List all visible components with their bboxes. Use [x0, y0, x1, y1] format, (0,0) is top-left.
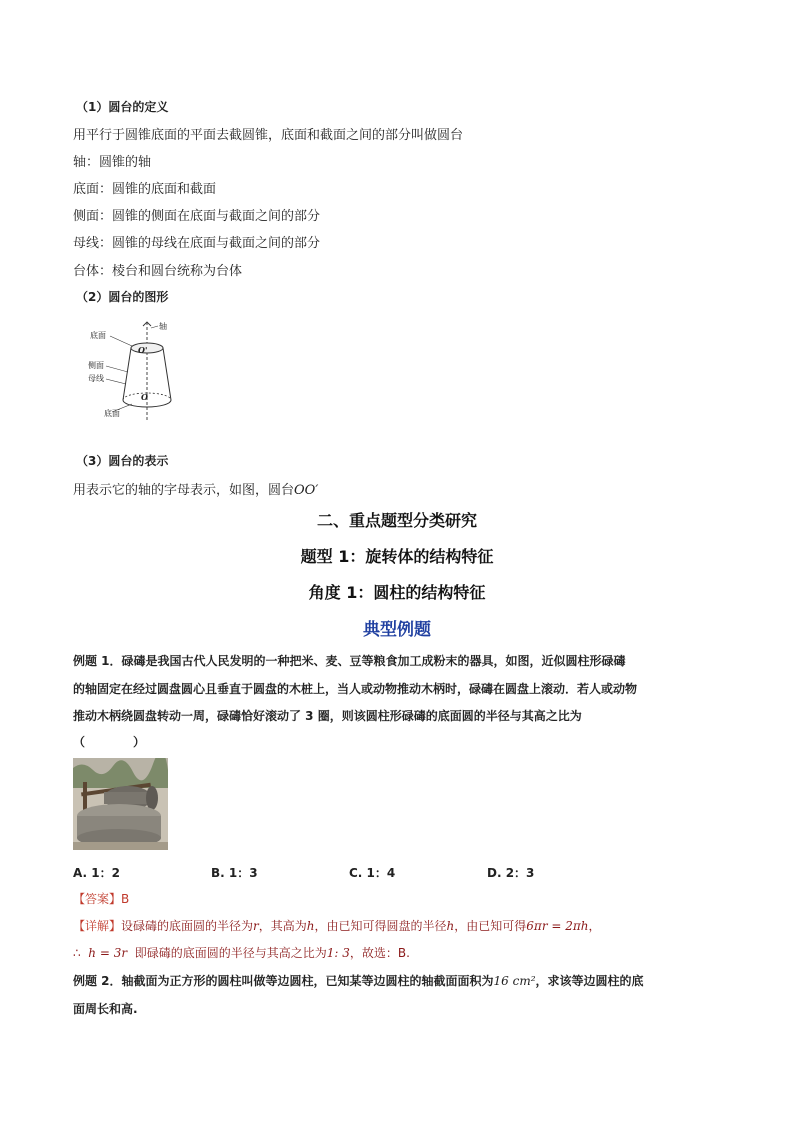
ratio-value: 1: 3 [326, 946, 350, 960]
stone-roller-photo [73, 758, 168, 850]
def-line-axis: 轴：圆锥的轴 [73, 155, 152, 170]
frustum-figure [88, 318, 188, 424]
label-bottom-base: 底面 [104, 409, 120, 418]
detail-text-b: ，其高为 [258, 919, 307, 933]
option-d: D. 2：3 [487, 866, 535, 880]
frustum-definition: 用平行于圆锥底面的平面去截圆锥，底面和截面之间的部分叫做圆台 [73, 128, 464, 143]
answer-label: 【答案】B [73, 892, 130, 906]
label-o: O [141, 392, 148, 402]
section-3-title: （3）圆台的表示 [76, 454, 169, 468]
detail-text-a: 设碌碡的底面圆的半径为 [121, 919, 254, 933]
var-h-2: h [446, 919, 455, 933]
section-2-title: （2）圆台的图形 [76, 290, 169, 304]
equation-1: 6πr = 2πh [526, 919, 589, 933]
example-2-text-a: 例题 2．轴截面为正方形的圆柱叫做等边圆柱，已知某等边圆柱的轴截面面积为 [73, 974, 494, 988]
label-side: 侧面 [88, 361, 104, 370]
def-line-generatrix: 母线：圆锥的母线在底面与截面之间的部分 [73, 236, 321, 251]
label-top-base: 底面 [90, 331, 106, 340]
heading-angle-1: 角度 1：圆柱的结构特征 [308, 583, 486, 602]
label-o-prime: O' [138, 345, 148, 355]
detail-text-end: ，故选：B. [349, 946, 410, 960]
example-2-line-2: 面周长和高. [73, 1002, 138, 1016]
label-generatrix: 母线 [88, 374, 104, 383]
def-line-frustum: 台体：棱台和圆台统称为台体 [73, 264, 243, 279]
example-2-line-1 [73, 972, 644, 989]
var-r: r [253, 919, 259, 933]
detail-text-e: ， [588, 919, 601, 933]
therefore-symbol: ∴ [73, 946, 81, 960]
example-1-line-2: 的轴固定在经过圆盘圆心且垂直于圆盘的木桩上，当人或动物推动木柄时，碌碡在圆盘上滚动．若人或动物 [73, 682, 638, 696]
section-1-title: （1）圆台的定义 [76, 100, 169, 114]
detail-text-f: 即碌碡的底面圆的半径与其高之比为 [134, 946, 327, 960]
detail-label: 【详解】 [73, 919, 122, 933]
example-1-line-3: 推动木柄绕圆盘转动一周，碌碡恰好滚动了 3 圈，则该圆柱形碌碡的底面圆的半径与其高之比为 [73, 709, 582, 723]
heading-typical-examples: 典型例题 [363, 620, 431, 640]
detail-line-2 [73, 944, 410, 961]
var-h: h [306, 919, 315, 933]
label-axis: 轴 [159, 322, 167, 331]
notation-symbol: OO′ [294, 483, 319, 498]
detail-text-d: ，由已知可得 [454, 919, 527, 933]
notation-text: 用表示它的轴的字母表示，如图，圆台 [73, 483, 295, 498]
def-line-base: 底面：圆锥的底面和截面 [73, 182, 217, 197]
example-2-area: 16 cm² [493, 974, 536, 988]
notation-line [73, 479, 318, 498]
heading-part-two: 二、重点题型分类研究 [316, 511, 477, 530]
example-1-line-1: 例题 1．碌碡是我国古代人民发明的一种把米、麦、豆等粮食加工成粉末的器具，如图，近似圆柱形碌碡 [73, 654, 626, 668]
option-a: A. 1：2 [73, 866, 120, 880]
detail-text-c: ，由已知可得圆盘的半径 [314, 919, 447, 933]
example-1-blank: （ ） [73, 735, 146, 749]
example-2-text-b: ，求该等边圆柱的底 [535, 974, 644, 988]
equation-2: h = 3r [88, 946, 128, 960]
detail-line-1 [73, 917, 601, 934]
def-line-side: 侧面：圆锥的侧面在底面与截面之间的部分 [73, 209, 321, 224]
option-c: C. 1：4 [349, 866, 396, 880]
heading-type-1: 题型 1：旋转体的结构特征 [300, 547, 494, 566]
option-b: B. 1：3 [211, 866, 258, 880]
